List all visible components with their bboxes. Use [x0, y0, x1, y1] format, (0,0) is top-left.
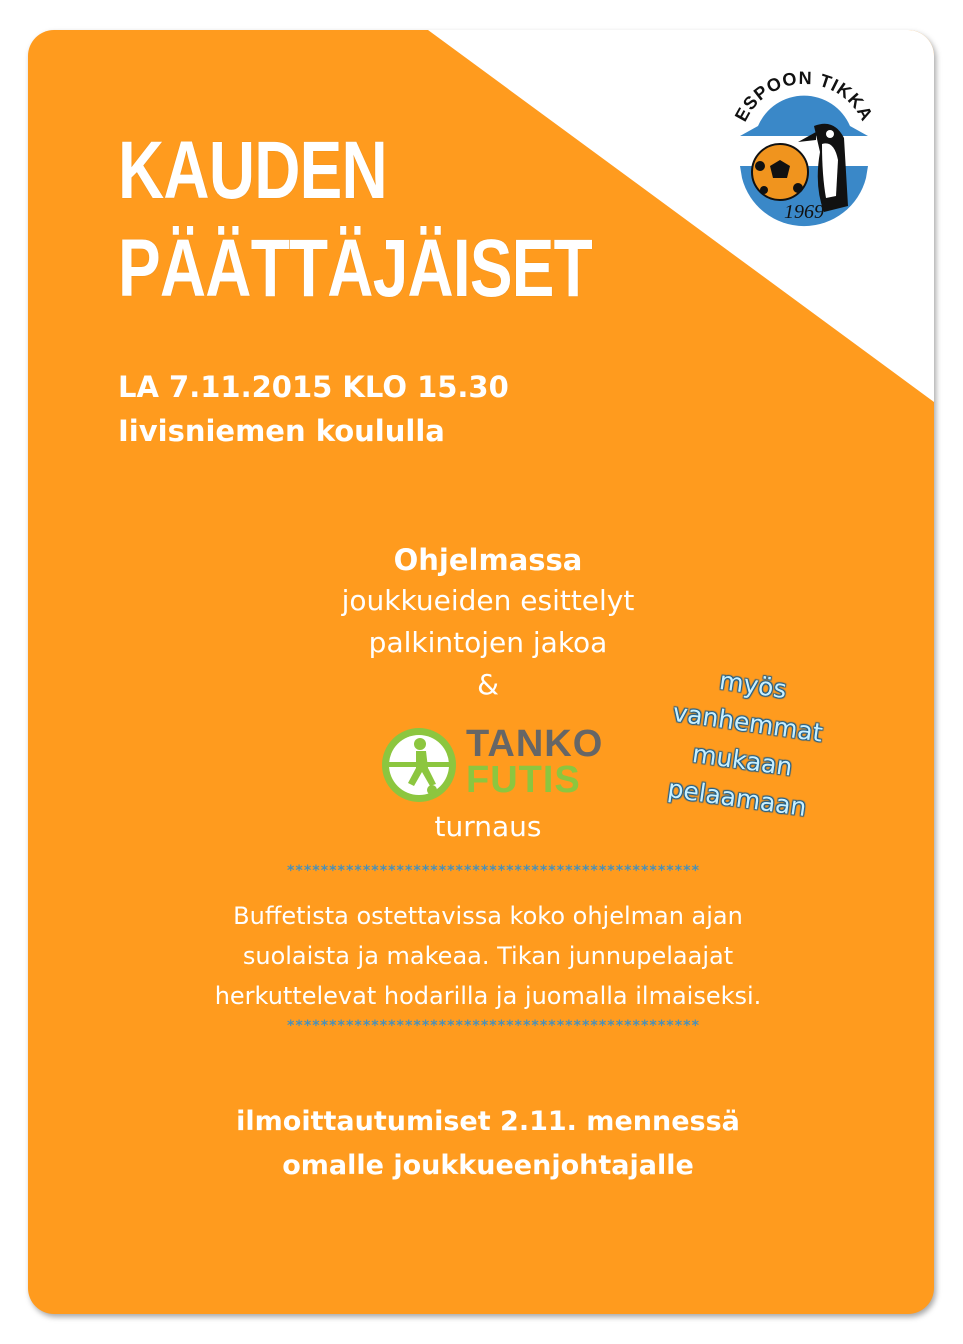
program-item-1: joukkueiden esittelyt [341, 584, 635, 617]
side-note-line-1: myös [717, 666, 789, 705]
registration-info [128, 1100, 848, 1188]
title-line-2: PÄÄTTÄJÄISET [118, 223, 592, 314]
poster [28, 30, 934, 1314]
separator-bottom: ************************************************* [286, 1018, 700, 1034]
tankofutis-word-futis: FUTIS [466, 759, 581, 801]
side-note-line-4: pelaamaan [665, 773, 809, 823]
side-note-line-3: mukaan [690, 738, 795, 782]
club-logo [718, 56, 888, 236]
tankofutis-player-icon [380, 726, 458, 804]
buffet-line-3: herkuttelevat hodarilla ja juomalla ilmaiseksi. [214, 982, 762, 1010]
program-ampersand: & [477, 668, 499, 701]
tankofutis-logo [380, 720, 610, 810]
club-logo-name: ESPOON TIKKA [730, 67, 878, 125]
page-title [118, 122, 592, 318]
title-line-1: KAUDEN [118, 125, 387, 216]
buffet-line-1: Buffetista ostettavissa koko ohjelman ajan [233, 902, 743, 930]
side-note [630, 652, 859, 832]
program-item-2: palkintojen jakoa [368, 626, 608, 659]
event-info [118, 365, 509, 453]
event-location: Iivisniemen koululla [118, 414, 445, 448]
program-heading: Ohjelmassa [393, 543, 583, 577]
buffet-line-2: suolaista ja makeaa. Tikan junnupelaajat [242, 942, 734, 970]
program-tournament: turnaus [434, 810, 542, 843]
event-datetime: LA 7.11.2015 KLO 15.30 [118, 370, 509, 404]
side-note-line-2: vanhemmat [670, 697, 825, 748]
separator-top: ************************************************* [286, 863, 700, 879]
buffet-info [128, 896, 848, 1016]
club-logo-year: 1969 [784, 201, 824, 223]
registration-line-2: omalle joukkueenjohtajalle [282, 1150, 694, 1181]
registration-line-1: ilmoittautumiset 2.11. mennessä [236, 1106, 740, 1137]
tankofutis-word-tanko: TANKO [466, 723, 604, 765]
